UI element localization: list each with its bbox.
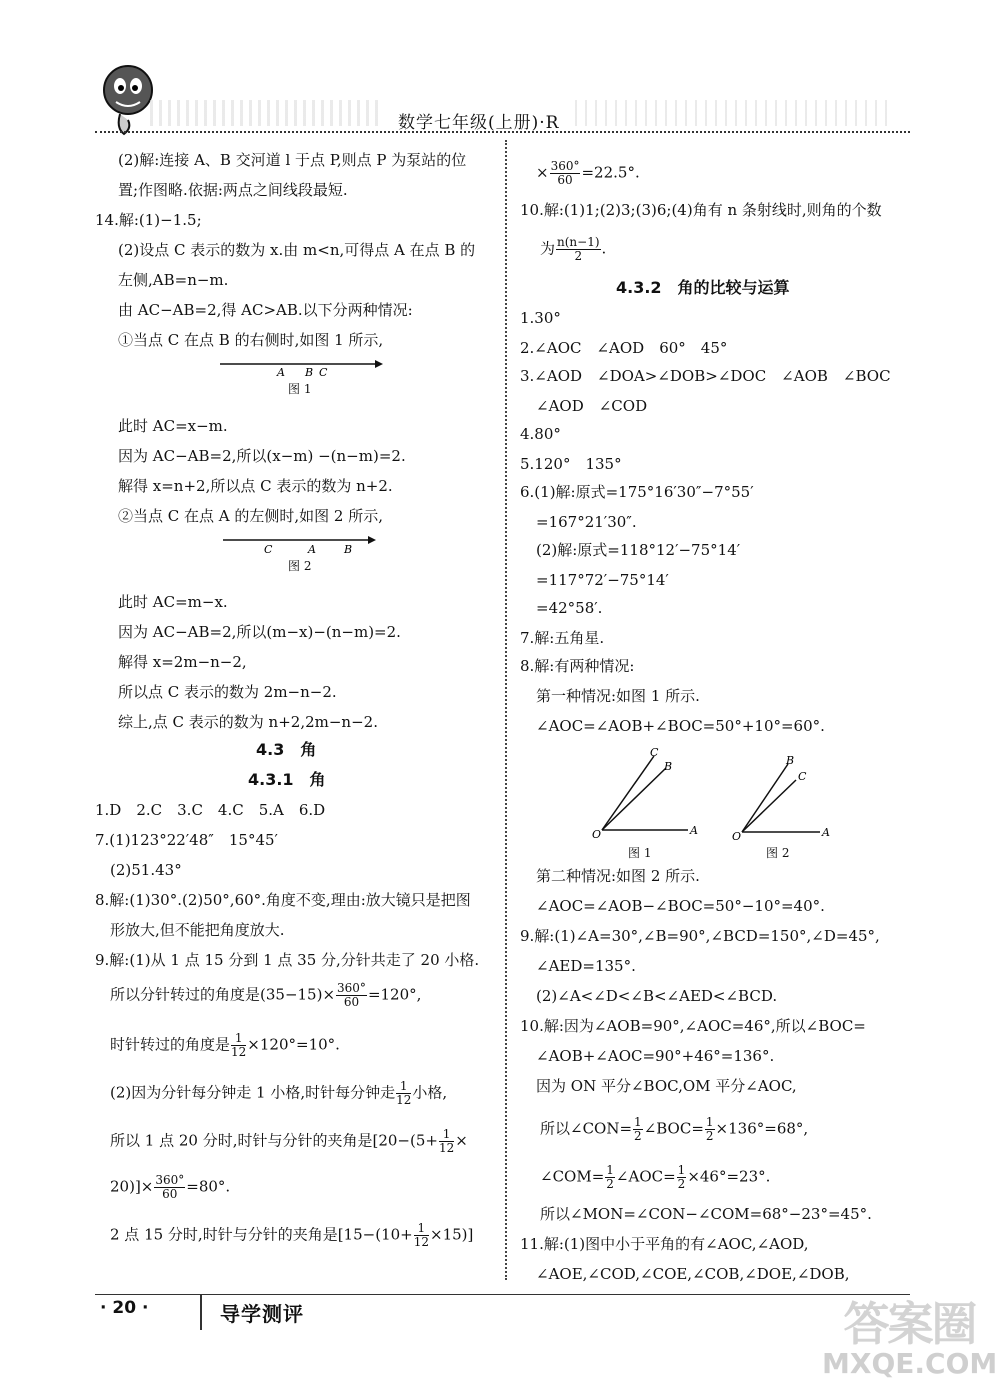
left-line-fraction: 2 点 15 分时,时针与分针的夹角是[15−(10+ $\frac{1}{12}$ ×15)]: [110, 1221, 474, 1249]
left-line: 7.(1)123°22′48″ 15°45′: [95, 831, 278, 849]
point-a-label: A: [277, 366, 285, 379]
ray-c-label: C: [798, 770, 807, 783]
footer-divider: [95, 1294, 910, 1295]
right-line: 7.解:五角星.: [520, 629, 605, 647]
figure-caption: 图 2: [766, 846, 790, 860]
left-line: ②当点 C 在点 A 的左侧时,如图 2 所示,: [118, 507, 383, 525]
right-line: 11.解:(1)图中小于平角的有∠AOC,∠AOD,: [520, 1235, 809, 1253]
left-line: (2)解:连接 A、B 交河道 l 于点 P,则点 P 为泵站的位: [118, 151, 467, 169]
left-line: 因为 AC−AB=2,所以(m−x)−(n−m)=2.: [118, 623, 401, 641]
left-line-fraction: 所以分针转过的角度是(35−15)× $\frac{360^\circ}{60}$ =120°,: [110, 981, 422, 1009]
header-title: 数学七年级(上册)·R: [398, 113, 560, 133]
page-number: · 20 ·: [100, 1298, 149, 1318]
right-line-fraction: ∠COM= $\frac{1}{2}$ ∠AOC= $\frac{1}{2}$ ×46°=23°.: [540, 1163, 771, 1191]
right-line: 3.∠AOD ∠DOA>∠DOB>∠DOC ∠AOB ∠BOC: [520, 367, 891, 385]
right-line-fraction: 为 $\frac{n(n-1)}{2}$ .: [540, 235, 607, 263]
left-line: 9.解:(1)从 1 点 15 分到 1 点 35 分,分针共走了 20 小格.: [95, 951, 480, 969]
right-line: ∠AOB+∠AOC=90°+46°=136°.: [536, 1047, 775, 1065]
section-heading: 4.3.1 角: [248, 770, 326, 789]
left-line: 置;作图略.依据:两点之间线段最短.: [118, 181, 348, 199]
right-line: 因为 ON 平分∠BOC,OM 平分∠AOC,: [536, 1077, 797, 1095]
right-line: 第一种情况:如图 1 所示.: [536, 687, 700, 705]
right-line: 4.80°: [520, 425, 561, 443]
left-line: 此时 AC=x−m.: [118, 417, 228, 435]
right-line: ∠AED=135°.: [536, 957, 636, 975]
right-line: =117°72′−75°14′: [536, 571, 669, 589]
figure-caption: 图 1: [288, 382, 312, 396]
ray-a-label: A: [822, 826, 830, 839]
watermark-text: 答案圈: [843, 1297, 976, 1351]
left-line: 左侧,AB=n−m.: [118, 271, 229, 289]
right-line: 9.解:(1)∠A=30°,∠B=90°,∠BCD=150°,∠D=45°,: [520, 927, 880, 945]
right-line: 2.∠AOC ∠AOD 60° 45°: [520, 339, 728, 357]
left-line-fraction: 所以 1 点 20 分时,时针与分针的夹角是[20−(5+ $\frac{1}{12}$ ×: [110, 1127, 468, 1155]
ray-c-label: C: [650, 746, 659, 759]
angle-figure-2: [730, 752, 850, 844]
point-b-label: B: [305, 366, 314, 379]
left-line: 由 AC−AB=2,得 AC>AB.以下分两种情况:: [118, 301, 413, 319]
left-line: ①当点 C 在点 B 的右侧时,如图 1 所示,: [118, 331, 384, 349]
right-line: =42°58′.: [536, 599, 603, 617]
right-line-fraction: × $\frac{360^\circ}{60}$ =22.5°.: [536, 159, 640, 187]
header-divider: [95, 131, 910, 133]
mascot-logo: [98, 62, 158, 146]
figure-caption: 图 1: [628, 846, 652, 860]
left-line-fraction: 时针转过的角度是 $\frac{1}{12}$ ×120°=10°.: [110, 1031, 340, 1059]
left-line: 此时 AC=m−x.: [118, 593, 228, 611]
right-line: 第二种情况:如图 2 所示.: [536, 867, 700, 885]
left-line: 所以点 C 表示的数为 2m−n−2.: [118, 683, 337, 701]
right-line: (2)解:原式=118°12′−75°14′: [536, 541, 741, 559]
figure-caption: 图 2: [288, 559, 312, 573]
right-line: 10.解:(1)1;(2)3;(3)6;(4)角有 n 条射线时,则角的个数: [520, 201, 882, 219]
right-line: 6.(1)解:原式=175°16′30″−7°55′: [520, 483, 754, 501]
left-line: 解得 x=2m−n−2,: [118, 653, 247, 671]
right-line: ∠AOC=∠AOB+∠BOC=50°+10°=60°.: [536, 717, 825, 735]
right-line: 10.解:因为∠AOB=90°,∠AOC=46°,所以∠BOC=: [520, 1017, 866, 1035]
header-decoration-right: [575, 100, 895, 126]
right-line: 5.120° 135°: [520, 455, 622, 473]
right-line: 1.30°: [520, 309, 561, 327]
section-heading: 4.3 角: [256, 740, 317, 759]
point-a-label: A: [308, 543, 316, 556]
ray-b-label: B: [786, 754, 795, 767]
left-line: 8.解:(1)30°.(2)50°,60°.角度不变,理由:放大镜只是把图: [95, 891, 471, 909]
left-line: 综上,点 C 表示的数为 n+2,2m−n−2.: [118, 713, 378, 731]
watermark-url: MXQE.COM: [822, 1347, 998, 1380]
point-b-label: B: [344, 543, 353, 556]
watermark-logo: [822, 1297, 998, 1388]
left-line: (2)51.43°: [110, 861, 182, 879]
footer-separator: [200, 1294, 202, 1330]
ray-b-label: B: [664, 760, 673, 773]
right-line: 所以∠MON=∠CON−∠COM=68°−23°=45°.: [540, 1205, 872, 1223]
point-c-label: C: [319, 366, 328, 379]
ray-a-label: A: [690, 824, 698, 837]
vertex-o-label: O: [732, 830, 742, 843]
left-line: 形放大,但不能把角度放大.: [110, 921, 285, 939]
left-line: 解得 x=n+2,所以点 C 表示的数为 n+2.: [118, 477, 393, 495]
left-line-fraction: (2)因为分针每分钟走 1 小格,时针每分钟走 $\frac{1}{12}$ 小格,: [110, 1079, 448, 1107]
right-line: (2)∠A<∠D<∠B<∠AED<∠BCD.: [536, 987, 778, 1005]
left-line: 14.解:(1)−1.5;: [95, 211, 202, 229]
left-line: 因为 AC−AB=2,所以(x−m) −(n−m)=2.: [118, 447, 406, 465]
left-line: (2)设点 C 表示的数为 x.由 m<n,可得点 A 在点 B 的: [118, 241, 476, 259]
vertex-o-label: O: [592, 828, 602, 841]
right-line: ∠AOE,∠COD,∠COE,∠COB,∠DOE,∠DOB,: [536, 1265, 850, 1283]
column-divider: [505, 140, 507, 1280]
header-decoration: [150, 100, 380, 126]
right-line: ∠AOC=∠AOB−∠BOC=50°−10°=40°.: [536, 897, 825, 915]
right-line: =167°21′30″.: [536, 513, 637, 531]
angle-figure-1: [590, 742, 710, 842]
footer-brand: 导学测评: [220, 1302, 304, 1326]
left-line-fraction: 20)]× $\frac{360^\circ}{60}$ =80°.: [110, 1173, 231, 1201]
right-line: ∠AOD ∠COD: [536, 397, 648, 415]
right-line: 8.解:有两种情况:: [520, 657, 635, 675]
right-line-fraction: 所以∠CON= $\frac{1}{2}$ ∠BOC= $\frac{1}{2}$ ×136°=68°,: [540, 1115, 809, 1143]
section-heading: 4.3.2 角的比较与运算: [616, 278, 790, 297]
left-line: 1.D 2.C 3.C 4.C 5.A 6.D: [95, 801, 326, 819]
point-c-label: C: [264, 543, 273, 556]
